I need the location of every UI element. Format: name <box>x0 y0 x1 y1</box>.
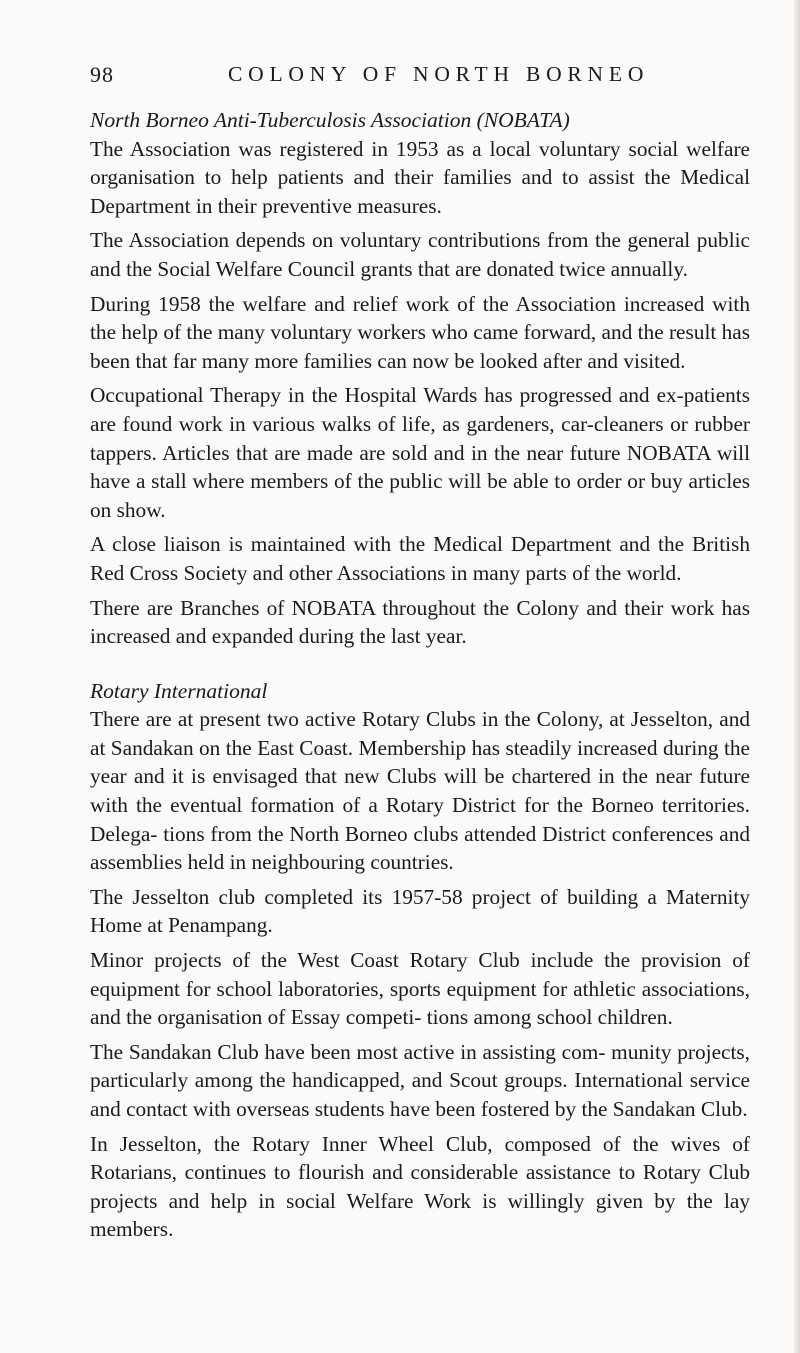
page-body <box>90 106 750 1270</box>
paragraph: The Association was registered in 1953 as a local voluntary social welfare organisation to help patients and their families and to assist the Medical Department in their preventive measures. <box>90 136 750 218</box>
paragraph: The Jesselton club completed its 1957-58 project of building a Maternity Home at Penampang. <box>90 884 750 938</box>
paragraph: There are at present two active Rotary Clubs in the Colony, at Jesselton, and at Sandakan on the East Coast. Membership has steadily increased during the year and it is envisaged that new Clubs will be chartered in the near future with the eventual formation of a Rotary District for the Borneo territories. Delega- tions from the North Borneo clubs attended District conferences and assemblies held in neighbouring countries. <box>90 707 750 875</box>
page-header <box>90 62 750 92</box>
paragraph: Minor projects of the West Coast Rotary Club include the provision of equipment for school laboratories, sports equipment for athletic associations, and the organisation of Essay competi- tions among school children. <box>90 948 750 1030</box>
section-nobata <box>90 106 750 651</box>
paragraph: The Association depends on voluntary contributions from the general public and the Social Welfare Council grants that are donated twice annually. <box>90 228 750 281</box>
paragraph: There are Branches of NOBATA throughout the Colony and their work has increased and expanded during the last year. <box>90 595 750 649</box>
paragraph: A close liaison is maintained with the Medical Department and the British Red Cross Society and other Associations in many parts of the world. <box>90 532 750 585</box>
paragraph: In Jesselton, the Rotary Inner Wheel Club, composed of the wives of Rotarians, continues to flourish and considerable assistance to Rotary Club projects and help in social Welfare Work is willingly given by the lay members. <box>90 1131 750 1242</box>
running-title: COLONY OF NORTH BORNEO <box>228 62 650 86</box>
paragraph: The Sandakan Club have been most active in assisting com- munity projects, particularly among the handicapped, and Scout groups. International service and contact with overseas students have been fostered by the Sandakan Club. <box>90 1039 750 1121</box>
section-heading: North Borneo Anti-Tuberculosis Association (NOBATA) <box>90 108 570 132</box>
paragraph: During 1958 the welfare and relief work of the Association increased with the help of the many voluntary workers who came forward, and the result has been that far many more families can now be looked after and visited. <box>90 291 750 373</box>
page-number: 98 <box>90 62 114 87</box>
section-heading: Rotary International <box>90 678 268 703</box>
section-rotary <box>90 677 750 1244</box>
paragraph: Occupational Therapy in the Hospital Wards has progressed and ex-patients are found work in various walks of life, as gardeners, car-cleaners or rubber tappers. Articles that are made are sold and in the near future NOBATA will have a stall where members of the public will be able to order or buy articles on show. <box>90 383 750 522</box>
page-edge-shadow <box>794 0 800 1353</box>
